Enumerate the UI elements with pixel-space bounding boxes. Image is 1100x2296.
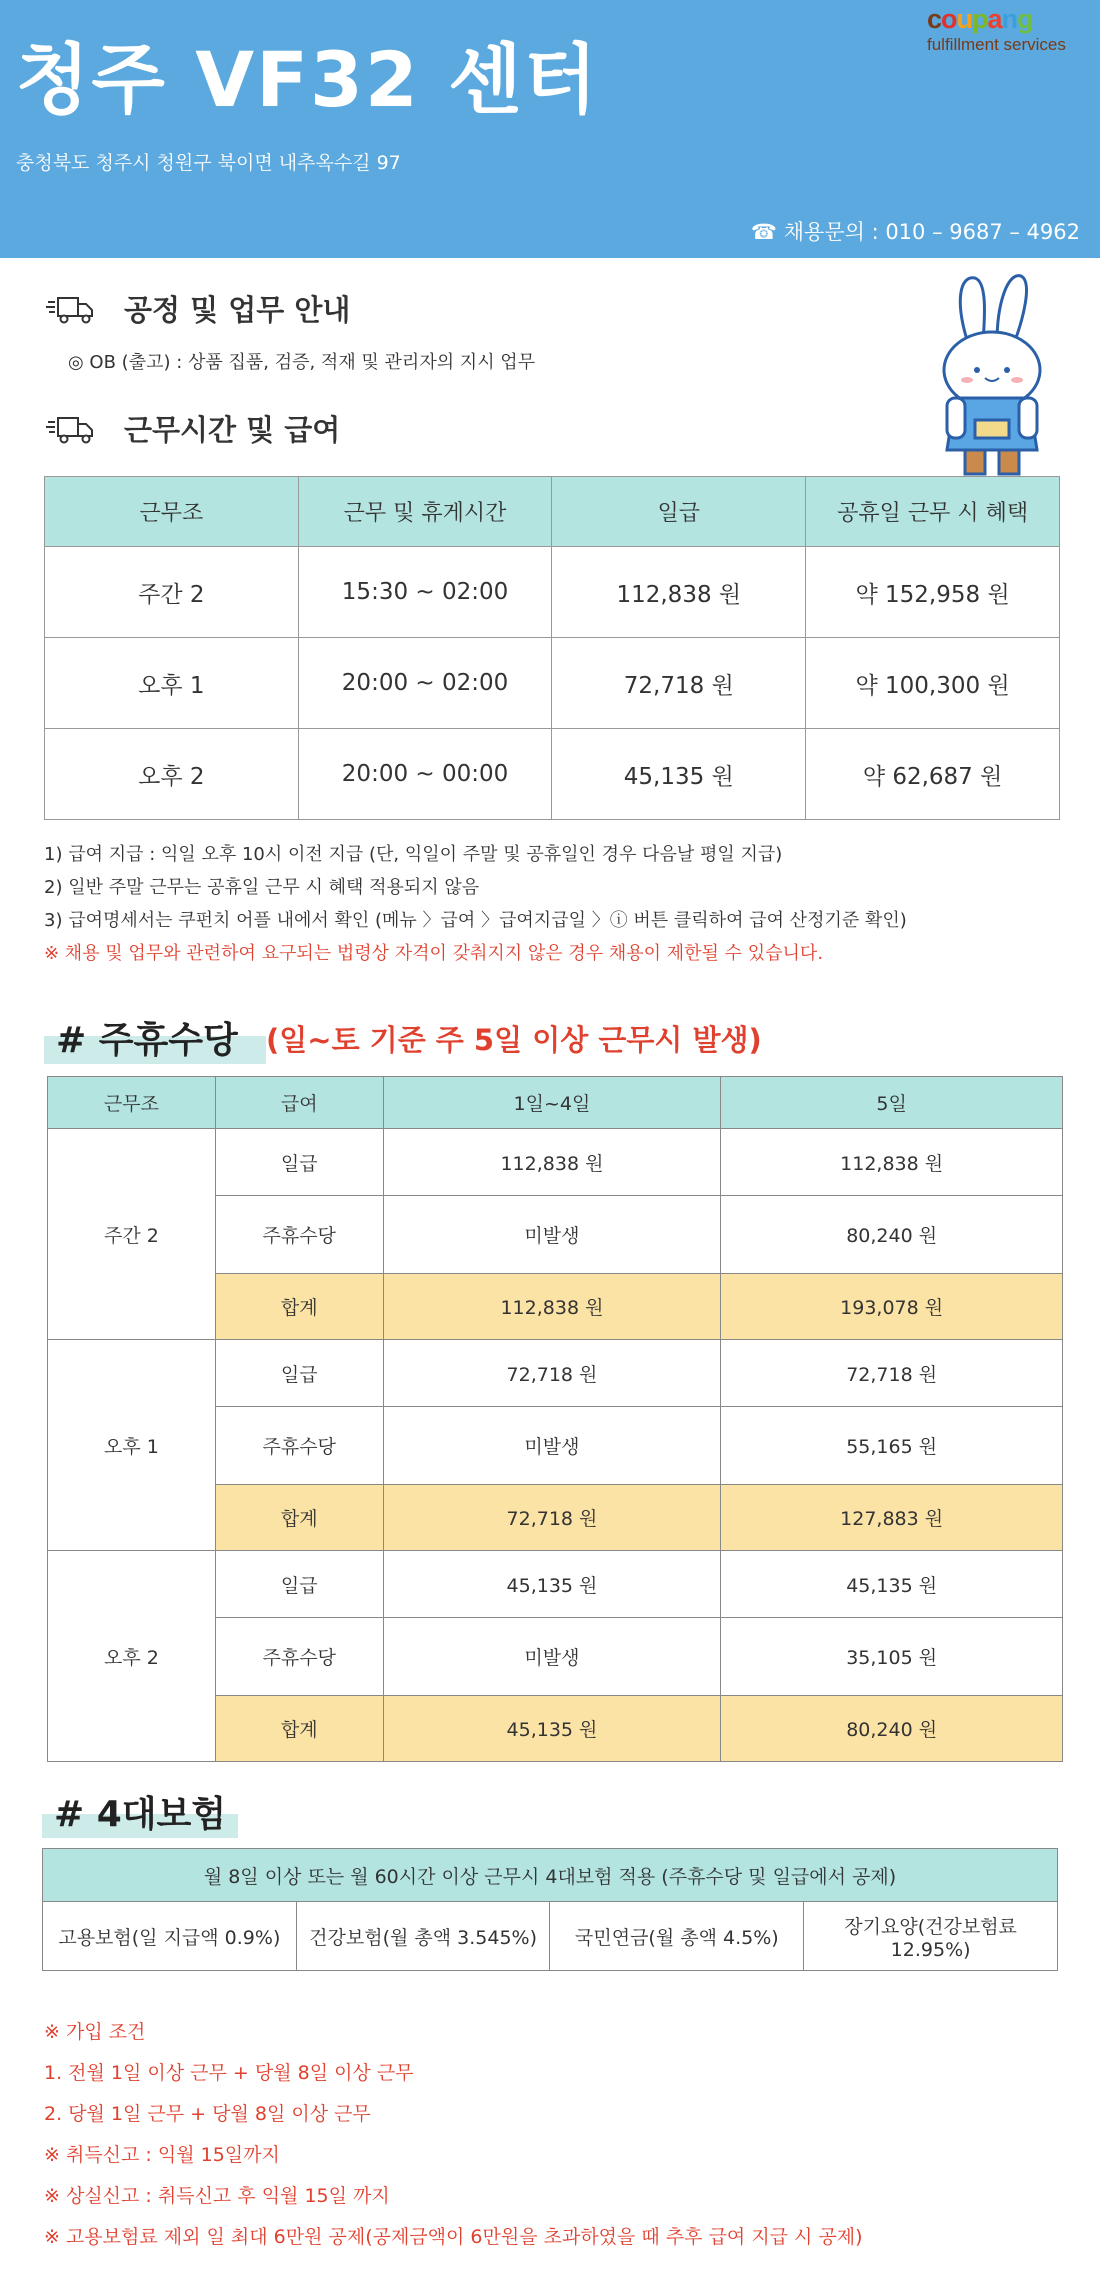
logo-letter: c <box>927 4 942 34</box>
bunny-mascot-illustration <box>925 270 1060 480</box>
table-cell: 80,240 원 <box>721 1196 1063 1274</box>
table-cell: 45,135 원 <box>383 1696 721 1762</box>
table-cell: 주간 2 <box>45 547 299 638</box>
table-header-row <box>43 1849 1058 1902</box>
coupang-logo <box>927 6 1092 55</box>
table-cell: 주휴수당 <box>215 1407 383 1485</box>
col-header: 근무조 <box>45 477 299 547</box>
table-header-row <box>48 1077 1063 1129</box>
shift-pay-table <box>44 476 1060 820</box>
condition-line: 2. 당월 1일 근무 + 당월 8일 이상 근무 <box>44 2103 371 2125</box>
condition-line: 1. 전월 1일 이상 근무 + 당월 8일 이상 근무 <box>44 2062 414 2084</box>
table-cell: 193,078 원 <box>721 1274 1063 1340</box>
insurance-item: 고용보험(일 지급액 0.9%) <box>43 1902 297 1971</box>
table-cell: 72,718 원 <box>383 1485 721 1551</box>
logo-letter: u <box>956 4 973 34</box>
pay-notes <box>44 838 907 970</box>
note-warning: ※ 채용 및 업무와 관련하여 요구되는 법령상 자격이 갖춰지지 않은 경우 채용이 제한될 수 있습니다. <box>44 943 824 964</box>
condition-line: ※ 고용보험료 제외 일 최대 6만원 공제(공제금액이 6만원을 초과하였을 때 추후 급여 지급 시 공제) <box>44 2226 863 2248</box>
table-cell: 오후 2 <box>45 729 299 820</box>
insurance-item: 국민연금(월 총액 4.5%) <box>550 1902 804 1971</box>
table-cell: 112,838 원 <box>721 1129 1063 1196</box>
logo-wordmark <box>927 6 1092 33</box>
logo-letter: g <box>1017 4 1033 34</box>
weekly-allowance-table <box>47 1076 1063 1762</box>
table-row <box>48 1340 1063 1407</box>
shift-cell: 오후 1 <box>48 1340 216 1551</box>
logo-letter: o <box>941 4 957 34</box>
table-cell: 80,240 원 <box>721 1696 1063 1762</box>
table-cell: 약 62,687 원 <box>806 729 1060 820</box>
table-cell: 20:00 ~ 02:00 <box>298 638 552 729</box>
enrollment-conditions <box>44 2012 863 2258</box>
process-title: 공정 및 업무 안내 <box>124 293 351 327</box>
logo-letter: n <box>1001 4 1018 34</box>
hours-heading <box>46 408 340 449</box>
col-header: 1일~4일 <box>383 1077 721 1129</box>
not-applicable-cell: 미발생 <box>383 1407 721 1485</box>
condition-line: ※ 취득신고 : 익월 15일까지 <box>44 2144 280 2166</box>
header-banner <box>0 0 1100 258</box>
table-cell: 55,165 원 <box>721 1407 1063 1485</box>
table-row <box>48 1129 1063 1196</box>
table-cell: 약 152,958 원 <box>806 547 1060 638</box>
table-cell: 일급 <box>215 1340 383 1407</box>
logo-subtitle: fulfillment services <box>927 35 1066 54</box>
insurance-title: # 4대보험 <box>54 1794 227 1835</box>
table-cell: 주휴수당 <box>215 1196 383 1274</box>
weekly-allowance-title: # 주휴수당 <box>56 1020 238 1061</box>
table-cell: 72,718 원 <box>552 638 806 729</box>
condition-line: ※ 상실신고 : 취득신고 후 익월 15일 까지 <box>44 2185 390 2207</box>
table-cell: 72,718 원 <box>383 1340 721 1407</box>
table-cell: 35,105 원 <box>721 1618 1063 1696</box>
table-row <box>48 1551 1063 1618</box>
process-heading <box>46 288 350 329</box>
process-note: ◎ OB (출고) : 상품 집품, 검증, 적재 및 관리자의 지시 업무 <box>68 352 536 373</box>
table-cell: 약 100,300 원 <box>806 638 1060 729</box>
table-cell: 45,135 원 <box>383 1551 721 1618</box>
note-line: 2) 일반 주말 근무는 공휴일 근무 시 혜택 적용되지 않음 <box>44 877 480 898</box>
insurance-header: 월 8일 이상 또는 월 60시간 이상 근무시 4대보험 적용 (주휴수당 및 일급에서 공제) <box>43 1849 1058 1902</box>
table-cell: 45,135 원 <box>721 1551 1063 1618</box>
col-header: 급여 <box>215 1077 383 1129</box>
table-row <box>45 547 1060 638</box>
logo-letter: a <box>987 4 1002 34</box>
col-header: 일급 <box>552 477 806 547</box>
hours-title: 근무시간 및 급여 <box>124 413 341 447</box>
center-address: 충청북도 청주시 청원구 북이면 내추옥수길 97 <box>16 152 401 174</box>
col-header: 5일 <box>721 1077 1063 1129</box>
table-row <box>45 638 1060 729</box>
page-title: 청주 VF32 센터 <box>16 35 600 124</box>
weekly-allowance-subtitle: (일~토 기준 주 5일 이상 근무시 발생) <box>266 1023 762 1057</box>
table-row <box>43 1902 1058 1971</box>
note-line: 3) 급여명세서는 쿠펀치 어플 내에서 확인 (메뉴 〉급여 〉급여지급일 〉ⓘ 버튼 클릭하여 급여 산정기준 확인) <box>44 910 907 931</box>
not-applicable-cell: 미발생 <box>383 1196 721 1274</box>
table-cell: 20:00 ~ 00:00 <box>298 729 552 820</box>
insurance-item: 건강보험(월 총액 3.545%) <box>296 1902 550 1971</box>
insurance-table <box>42 1848 1058 1971</box>
table-cell: 15:30 ~ 02:00 <box>298 547 552 638</box>
table-cell: 합계 <box>215 1485 383 1551</box>
table-cell: 45,135 원 <box>552 729 806 820</box>
table-cell: 오후 1 <box>45 638 299 729</box>
col-header: 공휴일 근무 시 혜택 <box>806 477 1060 547</box>
table-cell: 127,883 원 <box>721 1485 1063 1551</box>
condition-line: ※ 가입 조건 <box>44 2021 146 2043</box>
table-header-row <box>45 477 1060 547</box>
table-cell: 112,838 원 <box>383 1129 721 1196</box>
table-row <box>45 729 1060 820</box>
insurance-item: 장기요양(건강보험료 12.95%) <box>804 1902 1058 1971</box>
recruit-contact: ☎ 채용문의 : 010 – 9687 – 4962 <box>750 220 1080 244</box>
table-cell: 72,718 원 <box>721 1340 1063 1407</box>
delivery-truck-icon <box>46 292 96 326</box>
logo-letter: p <box>972 4 988 34</box>
table-cell: 일급 <box>215 1129 383 1196</box>
col-header: 근무 및 휴게시간 <box>298 477 552 547</box>
table-cell: 주휴수당 <box>215 1618 383 1696</box>
col-header: 근무조 <box>48 1077 216 1129</box>
table-cell: 합계 <box>215 1274 383 1340</box>
note-line: 1) 급여 지급 : 익일 오후 10시 이전 지급 (단, 익일이 주말 및 공휴일인 경우 다음날 평일 지급) <box>44 844 783 865</box>
table-cell: 112,838 원 <box>552 547 806 638</box>
not-applicable-cell: 미발생 <box>383 1618 721 1696</box>
table-cell: 일급 <box>215 1551 383 1618</box>
table-cell: 112,838 원 <box>383 1274 721 1340</box>
shift-cell: 오후 2 <box>48 1551 216 1762</box>
table-cell: 합계 <box>215 1696 383 1762</box>
shift-cell: 주간 2 <box>48 1129 216 1340</box>
delivery-truck-icon <box>46 412 96 446</box>
